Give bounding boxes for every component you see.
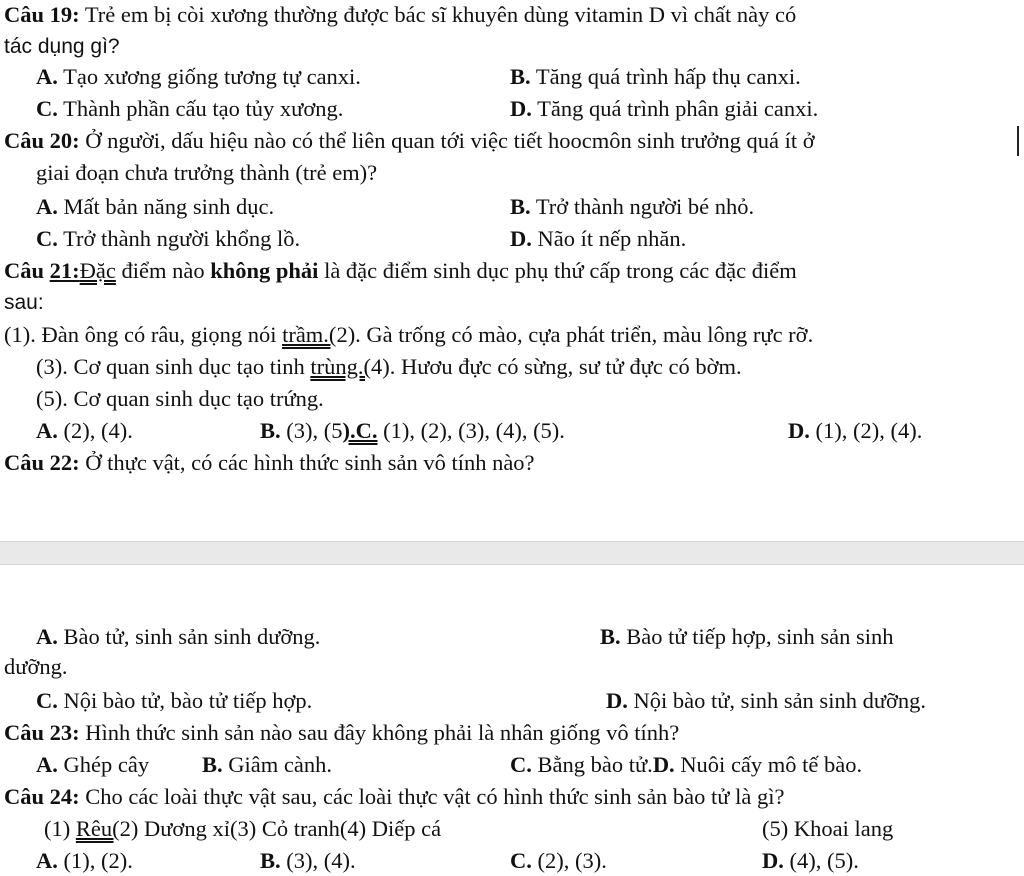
- q20-d-text: Não ít nếp nhăn.: [531, 226, 687, 251]
- q21-s1-ul: trầm.(: [282, 322, 337, 347]
- q19-option-c: [36, 94, 343, 124]
- q23-d-key: D.: [652, 752, 675, 777]
- q21-d-text: (1), (2), (4).: [809, 418, 923, 443]
- q20-option-c: [36, 224, 300, 254]
- q23-a-text: Ghép cây: [57, 752, 150, 777]
- q19-stem-line2: tác dụng gì?: [4, 35, 120, 58]
- q23-option-b: [202, 750, 332, 780]
- q19-c-text: Thành phần cấu tạo tủy xương.: [57, 96, 344, 121]
- q22-stem: [4, 448, 535, 478]
- q22-a-text: Bào tử, sinh sản sinh dưỡng.: [57, 624, 321, 649]
- q23-text: Hình thức sinh sản nào sau đây không phải là nhân giống vô tính?: [79, 720, 680, 745]
- q23-stem: [4, 718, 679, 748]
- q20-d-key: D.: [510, 226, 532, 251]
- q23-c-text: Bằng bào tử.: [531, 752, 653, 777]
- q24-b-text: (3), (4).: [280, 848, 356, 873]
- q19-stem-line1: [4, 0, 796, 30]
- q22-option-a: [36, 622, 320, 652]
- q19-d-text: Tăng quá trình phân giải canxi.: [531, 96, 819, 121]
- q24-text: Cho các loài thực vật sau, các loài thực vật có hình thức sinh sản bào tử là gì?: [79, 784, 785, 809]
- q23-label: Câu 23:: [4, 720, 80, 745]
- q22-option-c: [36, 686, 312, 716]
- q22-d-key: D.: [606, 688, 628, 713]
- q23-option-c-d: [510, 750, 862, 780]
- q24-option-b: [260, 846, 356, 876]
- q24-b-key: B.: [260, 848, 281, 873]
- q21-a-text: (2), (4).: [57, 418, 133, 443]
- q20-c-text: Trở thành người khổng lồ.: [57, 226, 301, 251]
- q23-a-key: A.: [36, 752, 58, 777]
- q19-d-key: D.: [510, 96, 532, 121]
- page-break-gap: [0, 541, 1024, 565]
- q21-label-pre: Câu: [4, 258, 50, 283]
- q21-statement-5: (5). Cơ quan sinh dục tạo trứng.: [36, 386, 324, 411]
- q21-s1-rest: 2). Gà trống có mào, cựa phát triển, màu lông rực rỡ.: [336, 322, 814, 347]
- q24-a-key: A.: [36, 848, 58, 873]
- q23-c-key: C.: [510, 752, 532, 777]
- q21-text-mid2: là đặc điểm sinh dục phụ thứ cấp trong các đặc điểm: [318, 258, 797, 283]
- q24-c-key: C.: [510, 848, 532, 873]
- q24-species-list: [44, 814, 441, 844]
- q20-a-text: Mất bản năng sinh dục.: [57, 194, 275, 219]
- q21-c-key: ).C.: [342, 418, 378, 443]
- q24-d-key: D.: [762, 848, 784, 873]
- text-cursor-bar: [1017, 126, 1019, 156]
- q24-d-text: (4), (5).: [783, 848, 859, 873]
- q19-a-key: A.: [36, 64, 58, 89]
- q21-label-num: 21:: [49, 258, 80, 283]
- q21-s3: (3). Cơ quan sinh dục tạo tinh: [36, 354, 311, 379]
- q21-stem-line1: [4, 256, 797, 286]
- q20-option-a: [36, 192, 274, 222]
- q20-b-text: Trở thành người bé nhỏ.: [530, 194, 755, 219]
- q22-option-b: [600, 622, 893, 652]
- q22-option-b-cont: dưỡng.: [4, 654, 68, 679]
- q24-label: Câu 24:: [4, 784, 80, 809]
- q19-b-key: B.: [510, 64, 531, 89]
- q21-a-key: A.: [36, 418, 58, 443]
- q21-option-b-c: [260, 416, 565, 446]
- q19-b-text: Tăng quá trình hấp thụ canxi.: [530, 64, 801, 89]
- q23-d-text: Nuôi cấy mô tế bào.: [674, 752, 863, 777]
- q24-option-c: [510, 846, 607, 876]
- q21-d-key: D.: [788, 418, 810, 443]
- q20-stem-line2: giai đoạn chưa trưởng thành (trẻ em)?: [36, 160, 378, 185]
- q19-text: Trẻ em bị còi xương thường được bác sĩ khuyên dùng vitamin D vì chất này có: [79, 2, 797, 27]
- q21-stem-line2: sau:: [4, 291, 44, 314]
- q21-option-a: [36, 416, 133, 446]
- q19-option-b: [510, 62, 801, 92]
- q24-s-rest: 2) Dương xỉ(3) Cỏ tranh(4) Diếp cá: [119, 816, 442, 841]
- q21-s1: (1). Đàn ông có râu, giọng nói: [4, 322, 283, 347]
- q23-option-a: [36, 750, 149, 780]
- q21-s3-rest: 4). Hươu đực có sừng, sư tử đực có bờm.: [371, 354, 742, 379]
- q19-option-a: [36, 62, 361, 92]
- q21-c-text: (1), (2), (3), (4), (5).: [377, 418, 565, 443]
- q20-a-key: A.: [36, 194, 58, 219]
- q24-option-a: [36, 846, 133, 876]
- q24-species-5: (5) Khoai lang: [762, 816, 894, 841]
- q21-bold-phrase: không phải: [210, 258, 319, 283]
- q20-stem-line1: [4, 126, 815, 156]
- q22-d-text: Nội bào tử, sinh sản sinh dưỡng.: [627, 688, 927, 713]
- q23-b-text: Giâm cành.: [222, 752, 332, 777]
- q21-text-pre: Đặc: [79, 258, 116, 283]
- q24-stem: [4, 782, 784, 812]
- q19-label: Câu 19:: [4, 2, 80, 27]
- q20-label: Câu 20:: [4, 128, 80, 153]
- q22-c-key: C.: [36, 688, 58, 713]
- q19-c-key: C.: [36, 96, 58, 121]
- q22-text: Ở thực vật, có các hình thức sinh sản vô tính nào?: [79, 450, 535, 475]
- q21-s3-ul: trùng.(: [310, 354, 371, 379]
- q24-c-text: (2), (3).: [531, 848, 607, 873]
- q20-option-b: [510, 192, 754, 222]
- q21-b-text: (3), (5: [280, 418, 343, 443]
- q19-a-text: Tạo xương giống tương tự canxi.: [57, 64, 361, 89]
- q24-s-ul: Rêu(: [75, 816, 120, 841]
- q20-text: Ở người, dấu hiệu nào có thể liên quan tới việc tiết hoocmôn sinh trưởng quá ít ở: [79, 128, 815, 153]
- q24-s-pre: (1): [44, 816, 76, 841]
- q22-a-key: A.: [36, 624, 58, 649]
- q23-b-key: B.: [202, 752, 223, 777]
- q20-b-key: B.: [510, 194, 531, 219]
- q22-option-d: [606, 686, 926, 716]
- q19-option-d: [510, 94, 818, 124]
- q24-option-d: [762, 846, 859, 876]
- q24-a-text: (1), (2).: [57, 848, 133, 873]
- q21-statement-1-2: [4, 320, 813, 350]
- q22-label: Câu 22:: [4, 450, 80, 475]
- q21-option-d: [788, 416, 922, 446]
- q20-c-key: C.: [36, 226, 58, 251]
- q21-statement-3-4: [36, 352, 742, 382]
- q21-text-mid1: điểm nào: [115, 258, 211, 283]
- q20-option-d: [510, 224, 686, 254]
- q22-c-text: Nội bào tử, bào tử tiếp hợp.: [57, 688, 313, 713]
- q22-b-key: B.: [600, 624, 621, 649]
- q21-b-key: B.: [260, 418, 281, 443]
- q22-b-text: Bào tử tiếp hợp, sinh sản sinh: [620, 624, 894, 649]
